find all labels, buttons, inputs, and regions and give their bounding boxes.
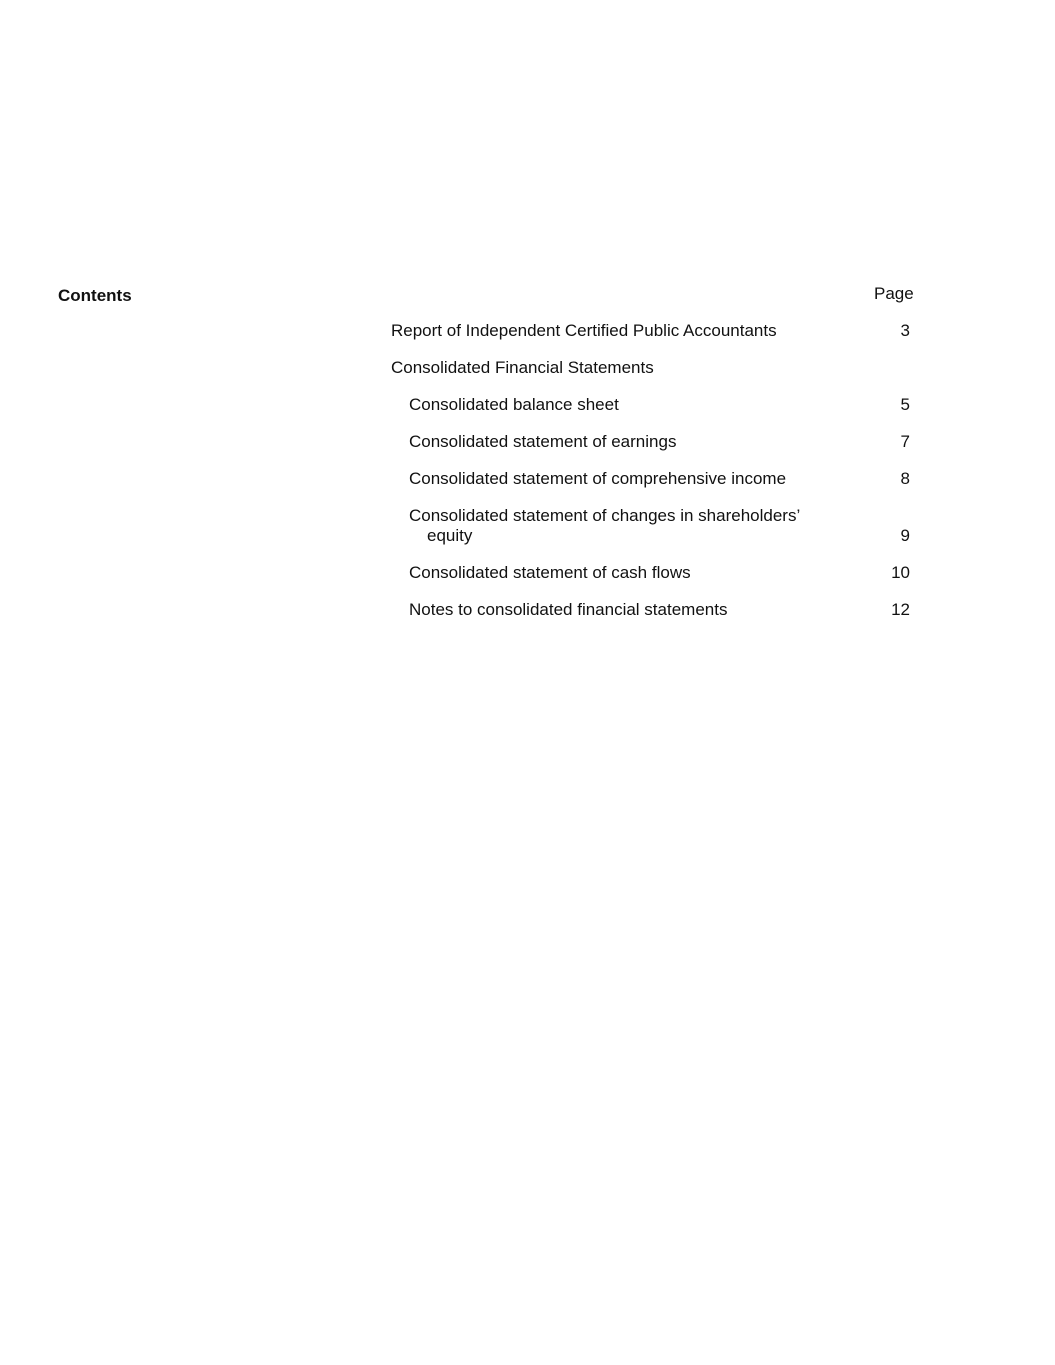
toc-entry-auditor-report (391, 321, 910, 341)
toc-entry-shareholders-equity (391, 506, 910, 546)
toc-entry-title: Consolidated statement of earnings (409, 432, 677, 451)
toc-entry-page: 12 (891, 600, 910, 619)
toc-entry-title: Notes to consolidated financial statements (409, 600, 728, 619)
toc-entry-balance-sheet (391, 395, 910, 415)
toc-entry-page: 8 (900, 469, 910, 488)
toc-entry-title: Consolidated balance sheet (409, 395, 619, 414)
toc-section-financial-statements (391, 358, 910, 378)
toc-entry-title: Report of Independent Certified Public Accountants (391, 321, 777, 340)
toc-entry-title-line1: Consolidated statement of changes in shareholders’ (409, 506, 801, 525)
toc-entry-page: 10 (891, 563, 910, 582)
toc-entry-title: Consolidated statement of comprehensive income (409, 469, 787, 488)
toc-entry-title: Consolidated statement of cash flows (409, 563, 691, 582)
toc-entry-earnings (391, 432, 910, 452)
toc-entry-page: 7 (900, 432, 910, 451)
toc-entry-cash-flows (391, 563, 910, 583)
toc-section-title: Consolidated Financial Statements (391, 358, 654, 377)
contents-heading: Contents (58, 286, 132, 305)
toc-entry-page: 5 (900, 395, 910, 414)
toc-entry-notes (391, 600, 910, 620)
toc-entry-comprehensive-income (391, 469, 910, 489)
toc-entry-page: 3 (900, 321, 910, 340)
page-column-heading: Page (874, 284, 914, 303)
toc-entry-title (391, 506, 849, 546)
toc-entry-page: 9 (900, 526, 910, 545)
toc-entry-title-line2: equity (427, 526, 473, 545)
